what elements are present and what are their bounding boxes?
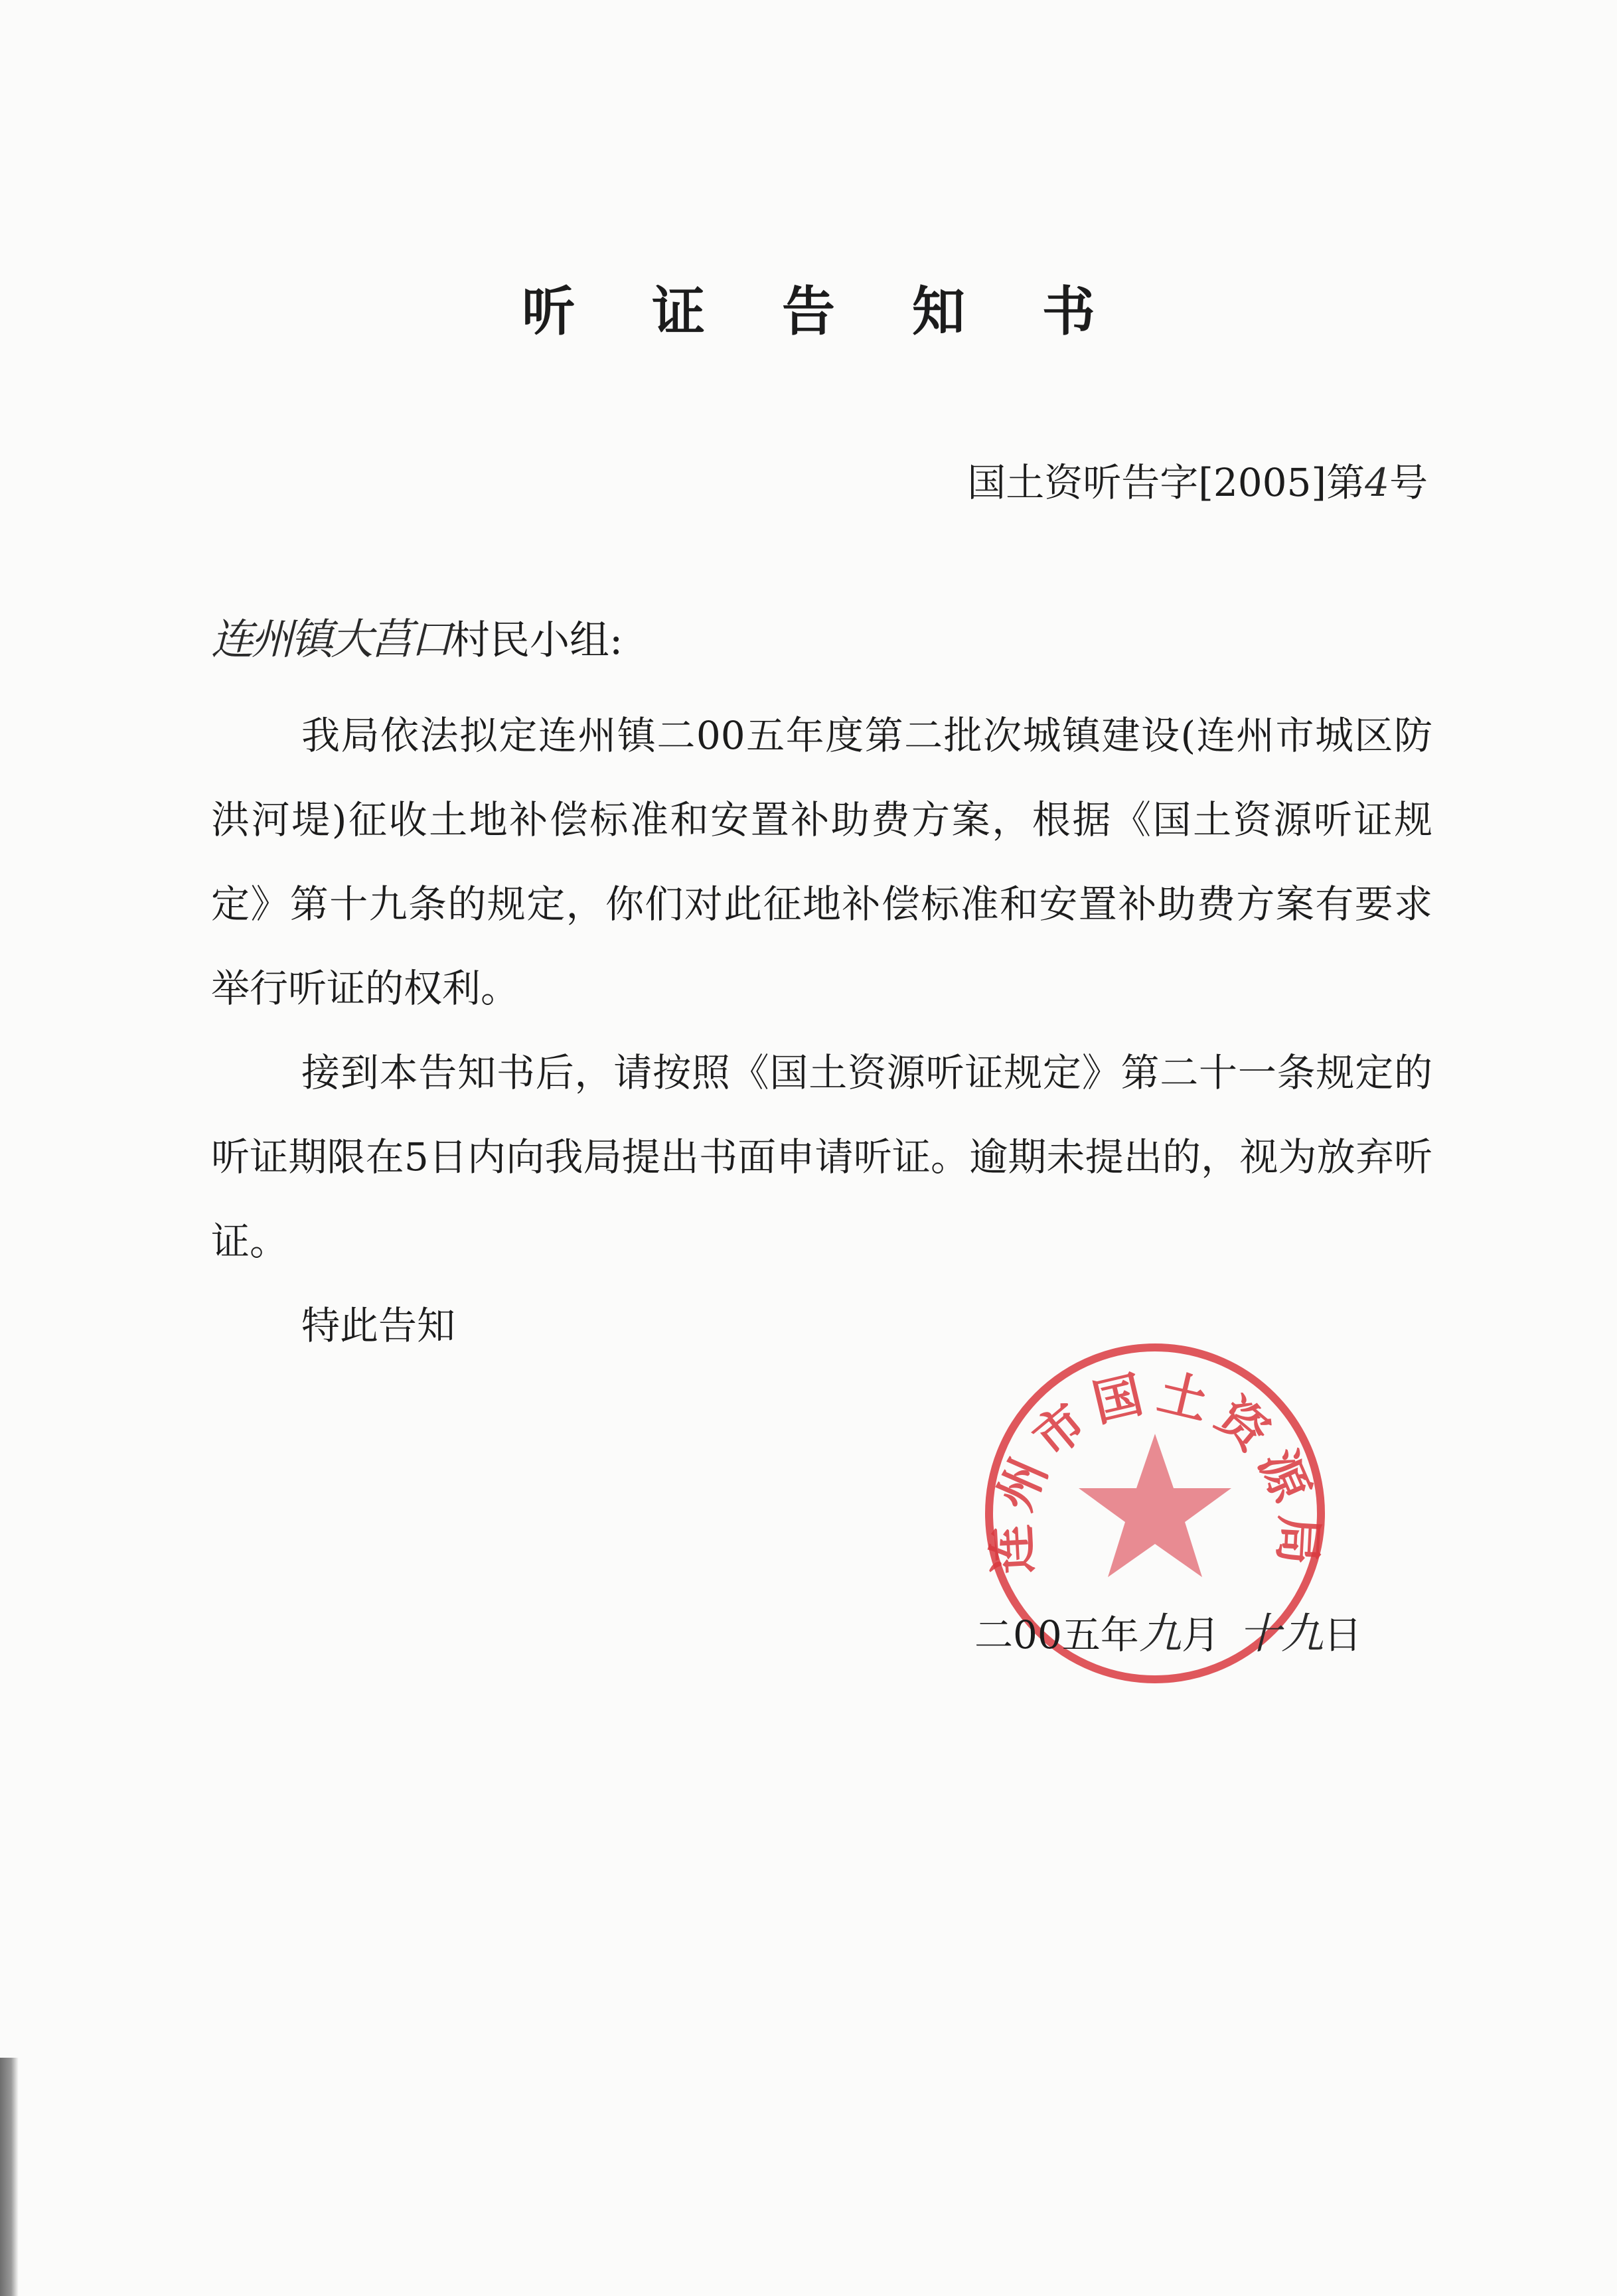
date-year: 二00五年 [974, 1612, 1139, 1657]
document-number-prefix: 国土资听告字[2005]第 [967, 460, 1365, 505]
date-day-suffix: 日 [1323, 1612, 1362, 1657]
addressee [211, 605, 623, 666]
scan-edge-shadow [0, 2058, 19, 2296]
date-month-suffix: 月 [1181, 1612, 1220, 1657]
addressee-printed: 村民小组: [450, 617, 623, 664]
document-number-suffix: 号 [1389, 460, 1428, 505]
body-paragraph: 接到本告知书后，请按照《国土资源听证规定》第二十一条规定的听证期限在5日内向我局提出书面申请听证。逾期未提出的，视为放弃听证。 [211, 1050, 1432, 1264]
date-month-handwritten: 九 [1138, 1610, 1182, 1659]
seal-text: 连州市国土资源局 [982, 1363, 1328, 1576]
page-title: 听 证 告 知 书 [522, 281, 1124, 343]
body-paragraph: 我局依法拟定连州镇二00五年度第二批次城镇建设(连州市城区防洪河堤)征收土地补偿标准和安置补助费方案，根据《国土资源听证规定》第十九条的规定，你们对此征地补偿标准和安置补助费方案有要求举行听证的权利。 [211, 713, 1432, 1011]
addressee-handwritten: 连州镇大莒口 [211, 615, 450, 664]
document-number [967, 451, 1428, 507]
closing-line: 特此告知 [301, 1303, 456, 1348]
document-number-handwritten: 4 [1365, 460, 1389, 505]
document-date [974, 1600, 1362, 1661]
date-day-handwritten: 十九 [1238, 1610, 1324, 1659]
seal-star-icon [1079, 1434, 1231, 1577]
document-body [211, 694, 1432, 1368]
